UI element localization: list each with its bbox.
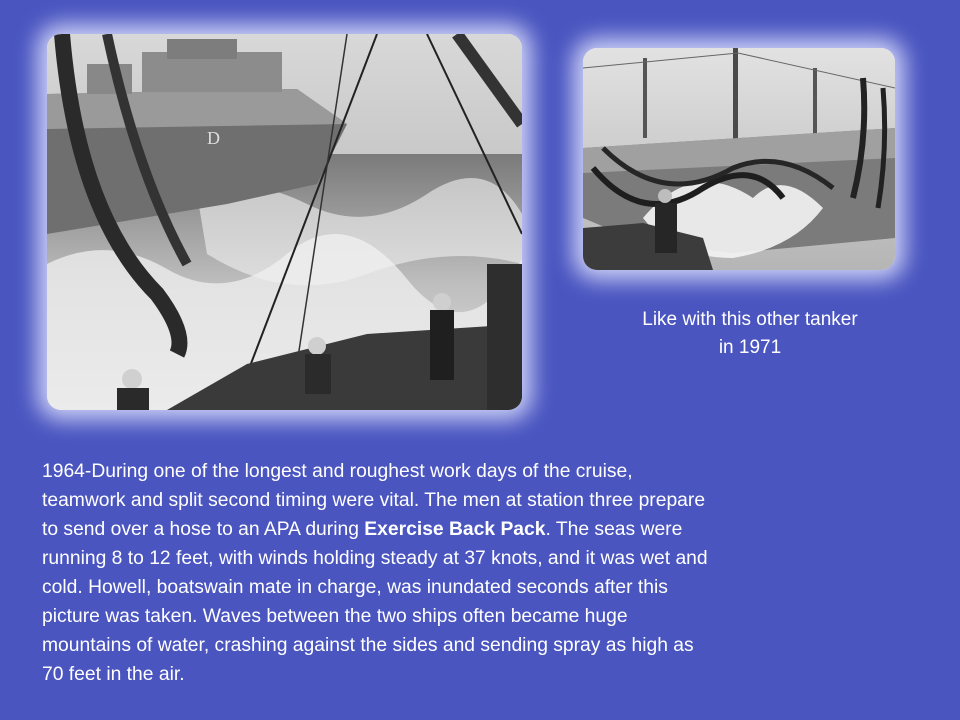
body-line-5: cold. Howell, boatswain mate in charge, was inundated seconds after this — [42, 577, 668, 598]
caption-line-1: Like with this other tanker — [642, 309, 858, 330]
body-line-3-after: . The seas were — [545, 519, 683, 540]
body-line-2: teamwork and split second timing were vital. The men at station three prepare — [42, 490, 706, 511]
main-photo-image — [47, 34, 522, 410]
svg-text:D: D — [207, 128, 220, 148]
body-line-1: 1964-During one of the longest and roughest work days of the cruise, — [42, 461, 633, 482]
body-line-6: picture was taken. Waves between the two ships often became huge — [42, 606, 628, 627]
exercise-name: Exercise Back Pack — [364, 519, 546, 540]
body-line-7: mountains of water, crashing against the sides and sending spray as high as — [42, 635, 694, 656]
secondary-photo-image — [583, 48, 895, 270]
body-line-3-before: to send over a hose to an APA during — [42, 519, 365, 540]
caption-line-2: in 1971 — [718, 337, 782, 358]
body-line-8: 70 feet in the air. — [42, 664, 185, 685]
main-photo — [47, 34, 522, 410]
body-paragraph — [42, 457, 922, 689]
body-line-4: running 8 to 12 feet, with winds holding steady at 37 knots, and it was wet and — [42, 548, 708, 569]
photo-caption — [600, 306, 900, 362]
secondary-photo — [583, 48, 895, 270]
body-line-3 — [42, 515, 922, 544]
